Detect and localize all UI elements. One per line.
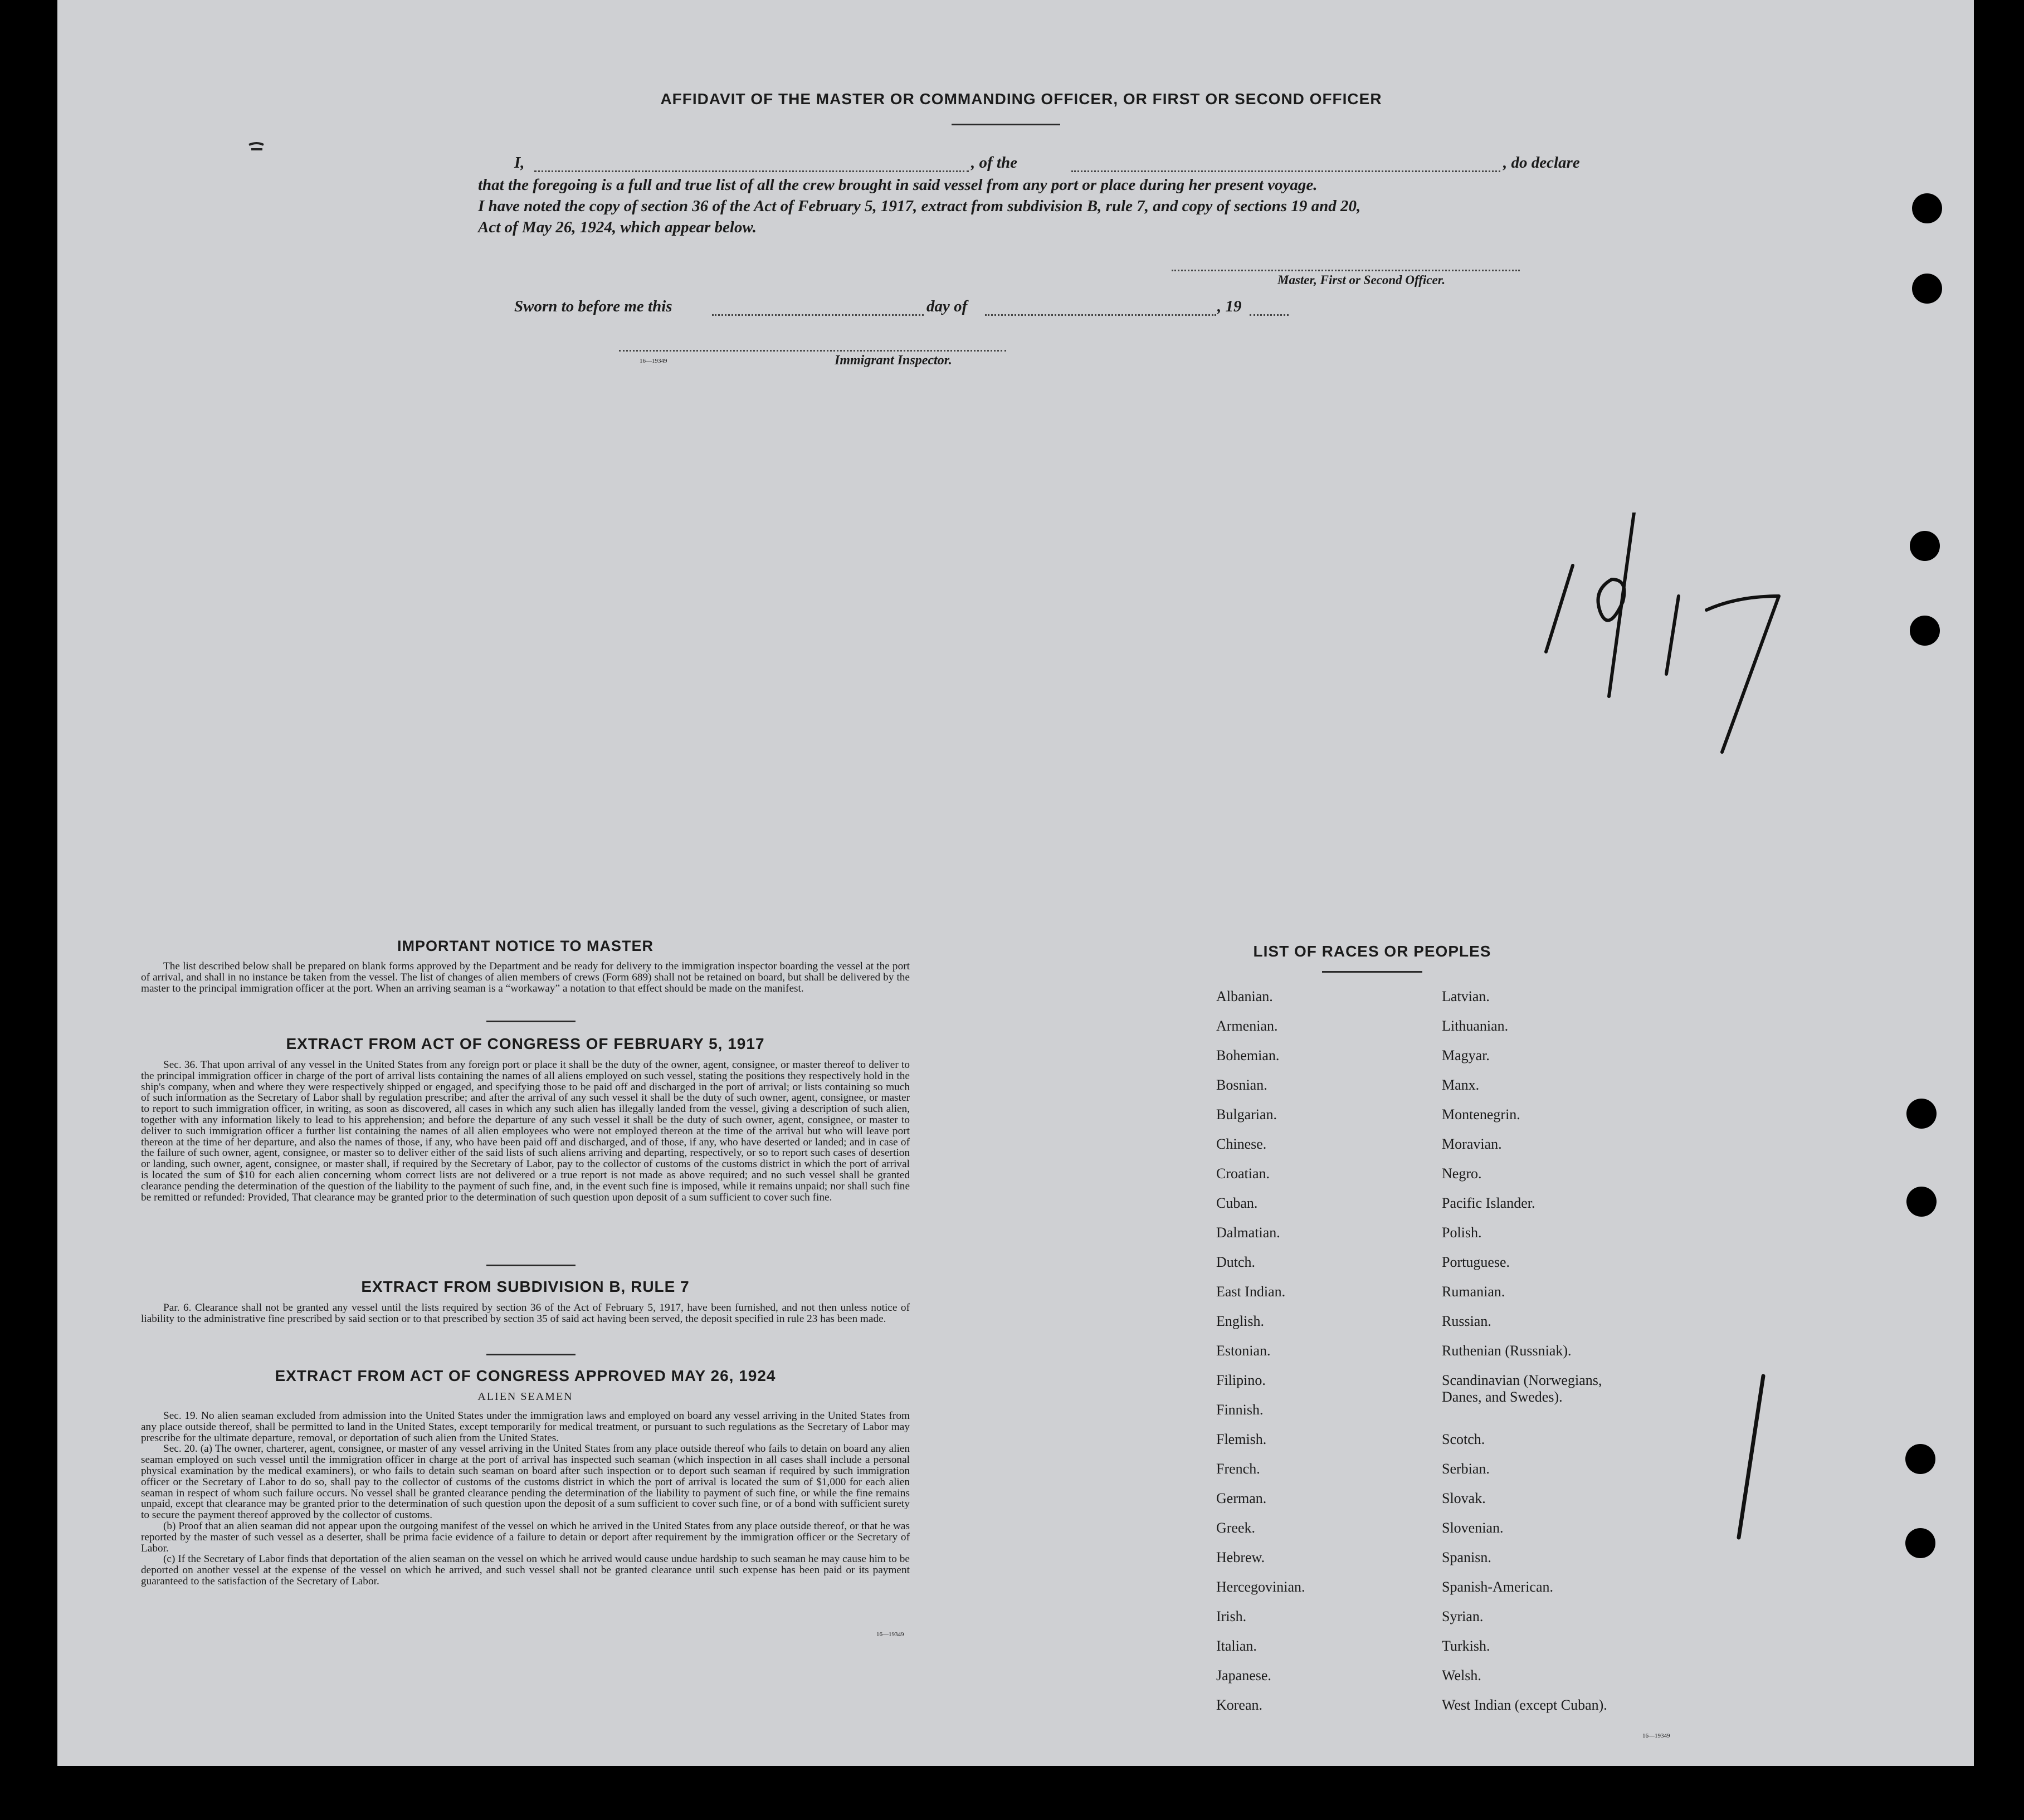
affidavit-of-the: , of the xyxy=(971,154,1017,172)
binder-hole xyxy=(1912,193,1942,223)
race-item: Cuban. xyxy=(1216,1195,1258,1211)
section-divider xyxy=(486,1021,576,1022)
title-divider xyxy=(952,124,1060,125)
race-item: Scandinavian (Norwegians, Danes, and Swedes). xyxy=(1442,1372,1602,1405)
race-item: Greek. xyxy=(1216,1520,1256,1536)
form-number: 16—19349 xyxy=(876,1631,904,1638)
race-item: West Indian (except Cuban). xyxy=(1442,1697,1607,1713)
sworn-day-of: day of xyxy=(926,297,968,315)
race-item: Korean. xyxy=(1216,1697,1263,1713)
inspector-signature-line[interactable] xyxy=(619,350,1006,352)
races-left-column xyxy=(1216,982,1417,1720)
paragraph-6: Par. 6. Clearance shall not be granted any vessel until the lists required by section 36 of the Act of February 5, 1917, have been furnished, and not then unless notice of liability to the administrative fine prescribed by said section or to that prescribed by section 35 of said act having been served, the deposit specified in rule 23 has been made. xyxy=(141,1302,910,1325)
extract-1917-text xyxy=(141,1060,910,1203)
race-item: Serbian. xyxy=(1442,1461,1490,1477)
race-item: Hebrew. xyxy=(1216,1549,1265,1565)
race-item: Russian. xyxy=(1442,1313,1491,1329)
handwritten-date-text xyxy=(1562,557,1563,558)
race-item: Flemish. xyxy=(1216,1431,1267,1447)
race-item: Armenian. xyxy=(1216,1018,1278,1034)
name-field[interactable] xyxy=(534,170,969,172)
affidavit-line-1 xyxy=(514,154,1606,174)
race-item: Scotch. xyxy=(1442,1431,1485,1447)
section-36-paragraph: Sec. 36. That upon arrival of any vessel in the United States from any foreign port or place it shall be the duty of the owner, agent, consignee, or master thereof to deliver to the principal immigration officer in charge of the port of arrival lists containing the names of all aliens employed on such vessel, stating the positions they respectively hold in the ship's company, when and where they were respectively shipped or engaged, and specifying those to be paid off and discharged in the port of arrival; or lists containing so much of such information as the Secretary of Labor shall by regulation prescribe; and after the arrival of any such vessel it shall be the duty of such owner, agent, consignee, or master to report to such immigration officer, in writing, as soon as discovered, all cases in which any such alien has illegally landed from the vessel, giving a description of such alien, together with any information likely to lead to his apprehension; and before the departure of any such vessel it shall be the duty of such owner, agent, consignee, or master to deliver to such immigration officer a further list containing the names of all alien employees who were not employed thereon at the time of the arrival but who will leave port thereon at the time of her departure, and also the names of those, if any, who have been paid off and discharged, and of those, if any, who have deserted or landed; and in case of the failure of such owner, agent, consignee, or master so to deliver either of the said lists of such aliens arriving and departing, respectively, or so to report such cases of desertion or landing, such owner, agent, consignee, or master shall, if required by the Secretary of Labor, pay to the collector of customs of the customs district in which the port of arrival is located the sum of $10 for each alien concerning whom correct lists are not delivered or a true report is not made as above required; and no such vessel shall be granted clearance pending the determination of the question of the liability to the payment of such fine, and, in the event such fine is imposed, while it remains unpaid; nor shall such fine be remitted or refunded: Provided, That clearance may be granted prior to the determination of such question upon deposit of a sum sufficient to cover such fine. xyxy=(141,1059,910,1203)
section-divider xyxy=(486,1354,576,1355)
race-item: Dalmatian. xyxy=(1216,1224,1280,1241)
alien-seamen-subtitle: ALIEN SEAMEN xyxy=(477,1390,573,1403)
race-item: English. xyxy=(1216,1313,1264,1329)
races-title: LIST OF RACES OR PEOPLES xyxy=(1253,943,1491,960)
inspector-caption: Immigrant Inspector. xyxy=(835,353,952,368)
affidavit-i: I, xyxy=(514,154,525,172)
races-right-column xyxy=(1442,982,1687,1720)
affidavit-declare: , do declare xyxy=(1503,154,1580,172)
race-item: French. xyxy=(1216,1461,1260,1477)
races-divider xyxy=(1322,971,1422,973)
affidavit-title: AFFIDAVIT OF THE MASTER OR COMMANDING OFFICER, OR FIRST OR SECOND OFFICER xyxy=(660,90,1382,108)
notice-text xyxy=(141,961,910,994)
race-item: Spanish-American. xyxy=(1442,1579,1554,1595)
race-item: Rumanian. xyxy=(1442,1284,1505,1300)
notice-paragraph: The list described below shall be prepared on blank forms approved by the Department and be ready for delivery to the immigration inspector boarding the vessel at the port of arrival, and shall in no instance be taken from the vessel. The list of changes of alien members of crews (Form 689) shall not be retained on board, but shall be delivered by the master to the principal immigration officer at the port. When an arriving seaman is a “workaway” a notation to that effect should be made on the manifest. xyxy=(141,960,910,994)
race-item: Moravian. xyxy=(1442,1136,1502,1152)
binder-hole xyxy=(1912,274,1942,304)
notice-title: IMPORTANT NOTICE TO MASTER xyxy=(397,938,653,954)
race-item: Pacific Islander. xyxy=(1442,1195,1535,1211)
binder-hole xyxy=(1906,1099,1937,1129)
subdivision-b-text xyxy=(141,1302,910,1325)
section-20c-paragraph: (c) If the Secretary of Labor finds that deportation of the alien seaman on the vessel on which he arrived would cause undue hardship to such seaman he may cause him to be deported on another vessel at the expense of the vessel on which he arrived, and such vessel shall not be granted clearance until such expense has been paid or its payment guaranteed to the satisfaction of the Secretary of Labor. xyxy=(141,1553,910,1587)
sworn-before: Sworn to before me this xyxy=(514,297,672,315)
binder-hole xyxy=(1905,1444,1935,1474)
stray-mark xyxy=(247,138,269,155)
race-item: Filipino. xyxy=(1216,1372,1266,1388)
binder-hole xyxy=(1905,1528,1935,1558)
extract-1924-title: EXTRACT FROM ACT OF CONGRESS APPROVED MAY 26, 1924 xyxy=(275,1367,776,1384)
affidavit-line-2: that the foregoing is a full and true list of all the crew brought in said vessel from any port or place during her present voyage. xyxy=(478,176,1318,194)
sworn-line xyxy=(514,297,1406,318)
race-item: Dutch. xyxy=(1216,1254,1256,1270)
race-item: Italian. xyxy=(1216,1638,1257,1654)
race-item: Spanisn. xyxy=(1442,1549,1491,1565)
sworn-day-field[interactable] xyxy=(712,314,924,316)
sworn-year-field[interactable] xyxy=(1250,314,1289,316)
form-number: 16—19349 xyxy=(1642,1733,1670,1739)
race-item: Estonian. xyxy=(1216,1343,1271,1359)
subdivision-b-title: EXTRACT FROM SUBDIVISION B, RULE 7 xyxy=(361,1278,690,1295)
handwritten-date-note xyxy=(1517,513,1840,774)
section-20b-paragraph: (b) Proof that an alien seaman did not appear upon the outgoing manifest of the vessel on which he arrived in the United States from any place outside thereof, or that he was reported by the master of such vessel as a deserter, shall be prima facie evidence of a failure to detain or deport after requirement by the immigration officer or the Secretary of Labor. xyxy=(141,1520,910,1554)
affidavit-line-4: Act of May 26, 1924, which appear below. xyxy=(478,218,757,236)
race-item: Lithuanian. xyxy=(1442,1018,1509,1034)
extract-1917-title: EXTRACT FROM ACT OF CONGRESS OF FEBRUARY 5, 1917 xyxy=(286,1035,765,1052)
section-19-paragraph: Sec. 19. No alien seaman excluded from admission into the United States under the immigration laws and employed on board any vessel arriving in the United States from any place outside thereof, shall be permitted to land in the United States, except temporarily for medical treatment, or pursuant to such regulations as the Secretary of Labor may prescribe for the ultimate departure, removal, or deportation of such alien from the United States. xyxy=(141,1410,910,1444)
race-item: Bulgarian. xyxy=(1216,1106,1277,1123)
form-number: 16—19349 xyxy=(640,358,667,364)
document-page xyxy=(57,0,1974,1766)
race-item: Chinese. xyxy=(1216,1136,1267,1152)
race-item: Ruthenian (Russniak). xyxy=(1442,1343,1572,1359)
section-20a-paragraph: Sec. 20. (a) The owner, charterer, agent, consignee, or master of any vessel arriving in the United States from any place outside thereof who fails to detain on board any alien seaman employed on such vessel until the immigration officer in charge at the port of arrival has inspected such seaman (which inspection in all cases shall include a personal physical examination by the medical examiners), or who fails to detain such seaman on board after such inspection or to deport such seaman if required by such immigration officer or the Secretary of Labor to do so, shall pay to the collector of customs of the customs district in which the port of arrival is located the sum of $1,000 for each alien seaman in respect of whom such failure occurs. No vessel shall be granted clearance pending the determination of the liability to payment of such fine, or while the fine remains unpaid, except that clearance may be granted prior to the determination of such question upon the deposit of a sum sufficient to cover such fine, or of a bond with sufficient surety to secure the payment thereof approved by the collector of customs. xyxy=(141,1443,910,1521)
handwritten-mark xyxy=(1729,1370,1773,1549)
race-item: Magyar. xyxy=(1442,1047,1490,1063)
race-item: Bosnian. xyxy=(1216,1077,1267,1093)
race-item: Finnish. xyxy=(1216,1402,1264,1418)
binder-hole xyxy=(1910,616,1940,646)
section-divider xyxy=(486,1265,576,1266)
sworn-month-field[interactable] xyxy=(985,314,1216,316)
race-item: Slovak. xyxy=(1442,1490,1486,1506)
race-item: Croatian. xyxy=(1216,1165,1270,1182)
extract-1924-text xyxy=(141,1411,910,1587)
sworn-year: , 19 xyxy=(1217,297,1242,315)
vessel-field[interactable] xyxy=(1071,170,1500,172)
race-item: Albanian. xyxy=(1216,988,1273,1004)
race-item: Latvian. xyxy=(1442,988,1490,1004)
race-item: Montenegrin. xyxy=(1442,1106,1520,1123)
binder-hole xyxy=(1910,531,1940,561)
race-item: Polish. xyxy=(1442,1224,1482,1241)
binder-hole xyxy=(1906,1187,1937,1217)
handwritten-mark-text xyxy=(1745,1448,1746,1449)
affidavit-line-3: I have noted the copy of section 36 of the Act of February 5, 1917, extract from subdivision B, rule 7, and copy of sections 19 and 20, xyxy=(478,197,1361,215)
race-item: German. xyxy=(1216,1490,1267,1506)
race-item: Irish. xyxy=(1216,1608,1247,1624)
race-item: Turkish. xyxy=(1442,1638,1490,1654)
race-item: Slovenian. xyxy=(1442,1520,1504,1536)
race-item: Portuguese. xyxy=(1442,1254,1510,1270)
signature-caption: Master, First or Second Officer. xyxy=(1277,273,1446,287)
race-item: East Indian. xyxy=(1216,1284,1286,1300)
race-item: Syrian. xyxy=(1442,1608,1484,1624)
race-item: Negro. xyxy=(1442,1165,1482,1182)
race-item: Japanese. xyxy=(1216,1667,1271,1684)
race-item: Manx. xyxy=(1442,1077,1480,1093)
signature-line[interactable] xyxy=(1172,270,1520,271)
race-item: Bohemian. xyxy=(1216,1047,1280,1063)
race-item: Hercegovinian. xyxy=(1216,1579,1305,1595)
race-item: Welsh. xyxy=(1442,1667,1481,1684)
